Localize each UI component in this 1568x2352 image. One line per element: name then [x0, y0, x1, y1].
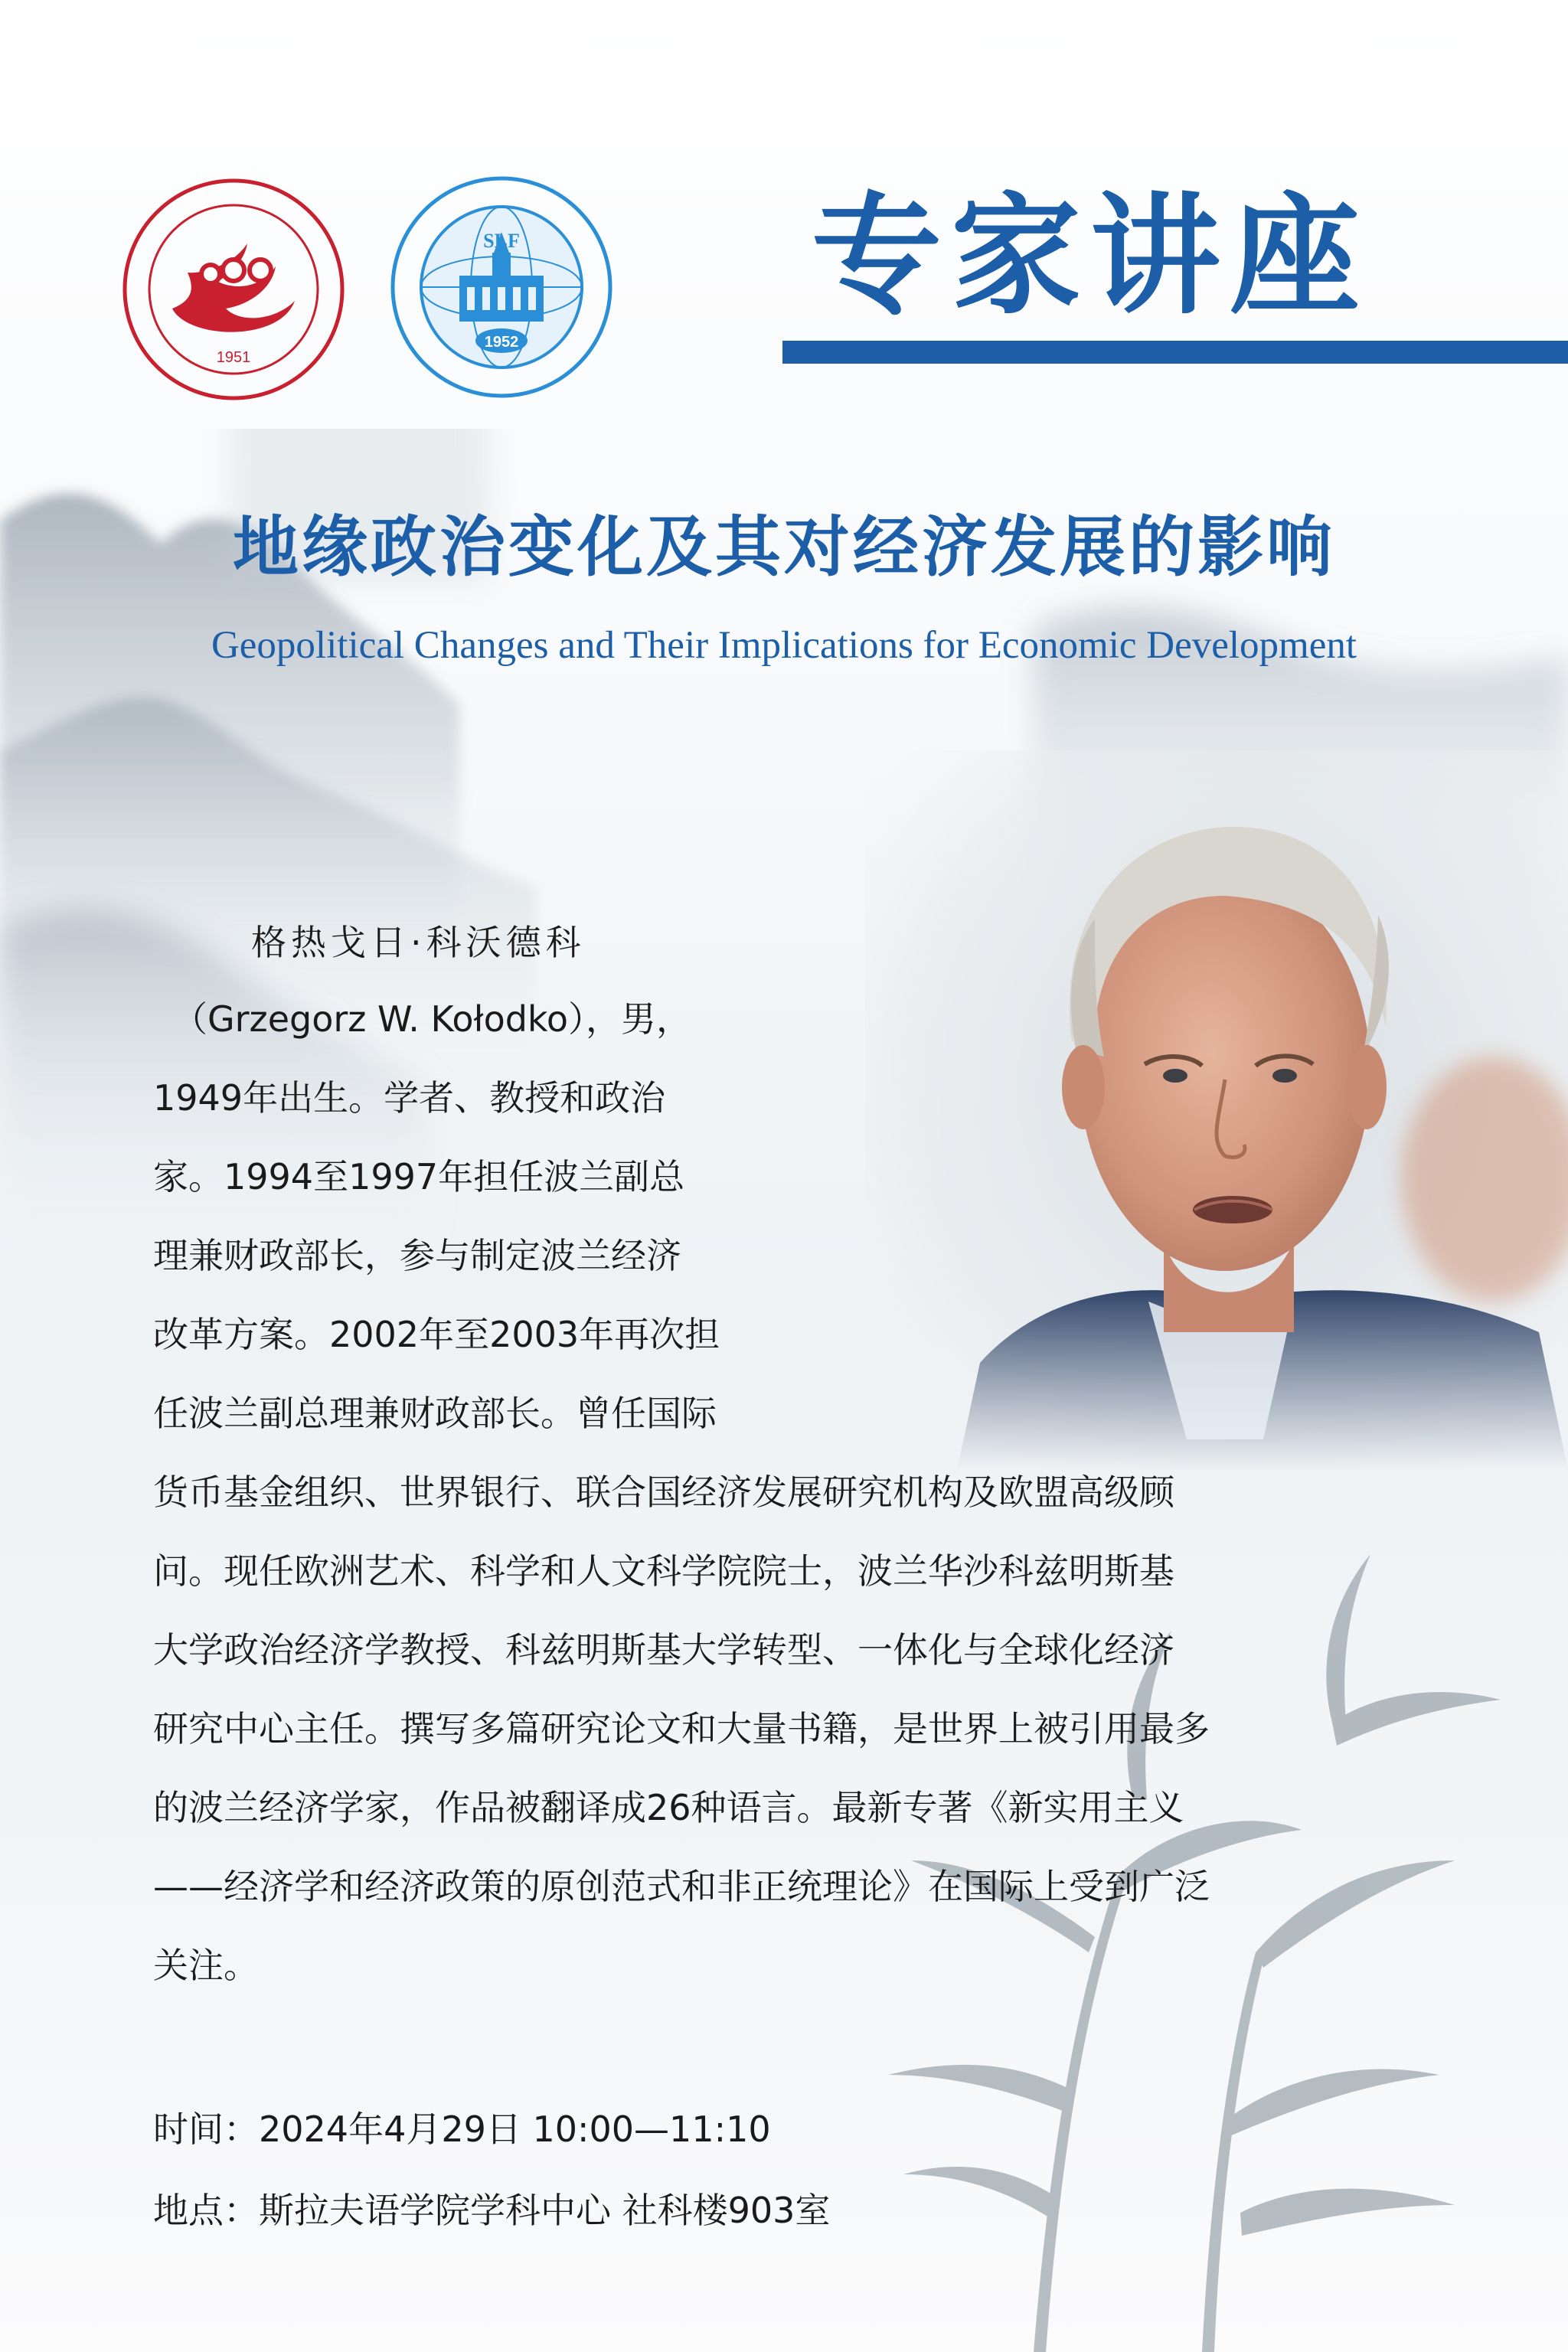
harbin-normal-university-logo — [119, 175, 348, 404]
event-time: 时间：2024年4月29日 10:00—11:10 — [153, 2109, 771, 2150]
bio-line: 货币基金组织、世界银行、联合国经济发展研究机构及欧盟高级顾 — [153, 1472, 1174, 1513]
bio-line: （Grzegorz W. Kołodko），男， — [172, 998, 692, 1040]
slf-logo-abbr: SLF — [483, 230, 520, 252]
bio-line: 任波兰副总理兼财政部长。曾任国际 — [153, 1393, 717, 1434]
bio-line: 理兼财政部长，参与制定波兰经济 — [153, 1235, 681, 1276]
bio-line: ——经济学和经济政策的原创范式和非正统理论》在国际上受到广泛 — [153, 1866, 1210, 1907]
header-rule — [782, 341, 1568, 364]
bio-line: 家。1994至1997年担任波兰副总 — [153, 1156, 685, 1197]
hnu-logo-year: 1951 — [216, 349, 251, 366]
bio-line: 研究中心主任。撰写多篇研究论文和大量书籍，是世界上被引用最多 — [153, 1708, 1210, 1749]
bio-line: 改革方案。2002年至2003年再次担 — [153, 1314, 720, 1355]
speaker-portrait — [865, 750, 1568, 1470]
bio-line: 关注。 — [153, 1945, 259, 1986]
bio-line: 大学政治经济学教授、科兹明斯基大学转型、一体化与全球化经济 — [153, 1629, 1174, 1671]
bio-line: 格热戈日·科沃德科 — [251, 922, 586, 963]
lecture-title-cn: 地缘政治变化及其对经济发展的影响 — [233, 509, 1335, 586]
bio-line: 问。现任欧洲艺术、科学和人文科学院院士，波兰华沙科兹明斯基 — [153, 1550, 1174, 1592]
lecture-title-en: Geopolitical Changes and Their Implications for Economic Development — [211, 624, 1357, 667]
slf-logo-year: 1952 — [484, 334, 519, 351]
slavic-languages-college-logo — [387, 172, 616, 402]
bio-line: 的波兰经济学家，作品被翻译成26种语言。最新专著《新实用主义 — [153, 1787, 1184, 1828]
bio-line: 1949年出生。学者、教授和政治 — [153, 1077, 666, 1119]
event-place: 地点：斯拉夫语学院学科中心 社科楼903室 — [153, 2190, 831, 2231]
header-title: 专家讲座 — [812, 181, 1370, 332]
